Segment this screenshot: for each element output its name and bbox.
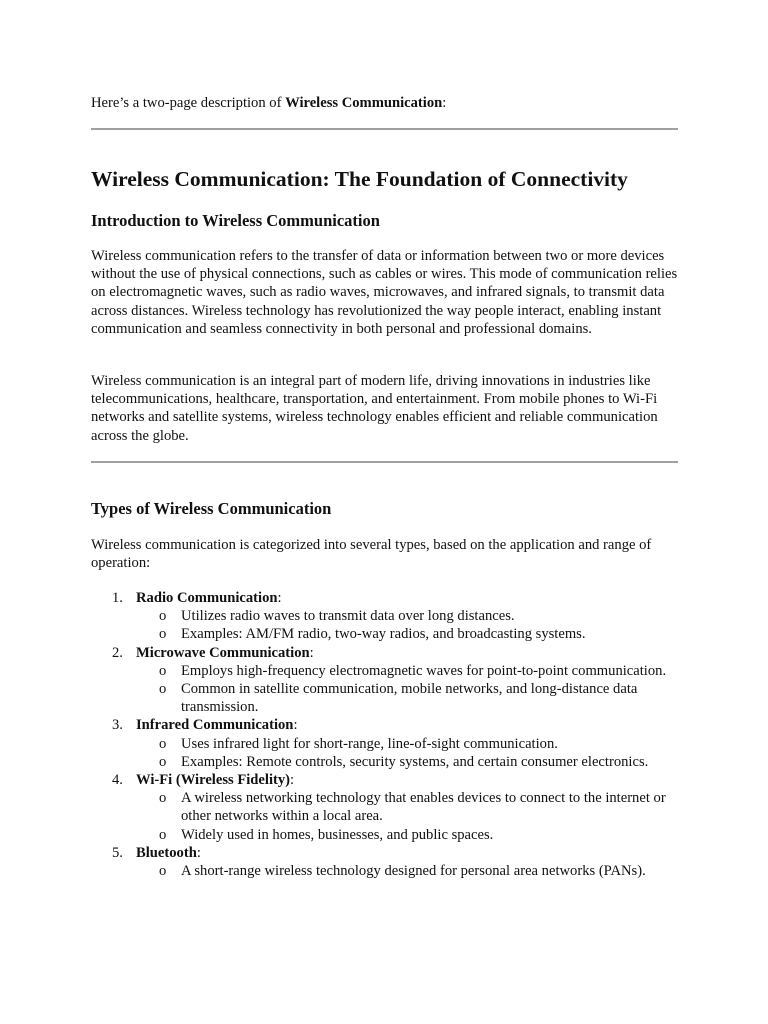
- sub-list-item-text: Utilizes radio waves to transmit data over long distances.: [181, 608, 515, 625]
- bullet-icon: o: [159, 681, 167, 698]
- types-list: [91, 589, 681, 880]
- list-item: [91, 716, 681, 771]
- intro-line-prefix: Here’s a two-page description of: [91, 95, 286, 111]
- list-item-label: Microwave Communication: [136, 644, 310, 661]
- list-item-suffix: :: [293, 717, 298, 734]
- bullet-icon: o: [159, 753, 167, 770]
- list-item: [91, 771, 681, 844]
- list-item: [91, 589, 681, 644]
- sub-list-item: [136, 735, 681, 753]
- sub-list-item-text: Employs high-frequency electromagnetic waves for point-to-point communication.: [181, 662, 667, 679]
- section-heading-types: Types of Wireless Communication: [91, 499, 332, 518]
- sub-list-item-text: Widely used in homes, businesses, and public spaces.: [181, 826, 494, 843]
- section-heading-introduction: Introduction to Wireless Communication: [91, 211, 380, 230]
- list-item-suffix: :: [309, 644, 314, 661]
- bullet-icon: o: [159, 863, 167, 880]
- list-item-label: Wi-Fi (Wireless Fidelity): [136, 772, 291, 789]
- sub-list-item-text: Examples: AM/FM radio, two-way radios, and broadcasting systems.: [181, 626, 586, 643]
- bullet-icon: o: [159, 608, 167, 625]
- sub-list-item: [136, 680, 681, 716]
- sub-list-item-text: A short-range wireless technology designed for personal area networks (PANs).: [181, 863, 646, 880]
- sub-list: [136, 662, 681, 717]
- intro-line: [91, 94, 446, 112]
- list-item-number: 3.: [112, 717, 123, 734]
- list-item-suffix: :: [290, 772, 295, 789]
- sub-list: [136, 735, 681, 771]
- bullet-icon: o: [159, 626, 167, 643]
- intro-paragraph-1: Wireless communication refers to the transfer of data or information between two or more devices without the use of physical connections, such as cables or wires. This mode of communication relies on electromagnetic waves, such as radio waves, microwaves, and infrared signals, to transmit data across distances. Wireless technology has revolutionized the way people interact, enabling instant communication and seamless connectivity in both personal and professional domains.: [91, 248, 678, 337]
- list-item: [91, 644, 681, 717]
- list-item-label: Radio Communication: [136, 590, 278, 606]
- sub-list: [136, 789, 681, 844]
- intro-paragraph-2: Wireless communication is an integral part of modern life, driving innovations in industries like telecommunications, healthcare, transportation, and entertainment. From mobile phones to Wi-Fi networks and satellite systems, wireless technology enables efficient and reliable communication across the globe.: [91, 373, 658, 444]
- horizontal-rule: [91, 461, 678, 463]
- sub-list-item-text: Uses infrared light for short-range, line-of-sight communication.: [181, 735, 558, 752]
- sub-list-item: [136, 662, 681, 680]
- sub-list-item: [136, 862, 681, 880]
- intro-line-suffix: :: [442, 95, 447, 111]
- sub-list-item: [136, 607, 681, 625]
- sub-list-item: [136, 789, 681, 825]
- list-item-number: 2.: [112, 644, 123, 661]
- horizontal-rule: [91, 128, 678, 130]
- sub-list-item-text: A wireless networking technology that enables devices to connect to the internet or other networks within a local area.: [181, 790, 666, 825]
- list-item-number: 1.: [112, 590, 123, 606]
- sub-list: [136, 862, 681, 880]
- list-item-label: Infrared Communication: [136, 717, 294, 734]
- sub-list: [136, 607, 681, 643]
- sub-list-item: [136, 826, 681, 844]
- bullet-icon: o: [159, 735, 167, 752]
- sub-list-item: [136, 625, 681, 643]
- types-paragraph: Wireless communication is categorized into several types, based on the application and range of operation:: [91, 537, 652, 572]
- sub-list-item-text: Examples: Remote controls, security systems, and certain consumer electronics.: [181, 753, 649, 770]
- list-item-suffix: :: [196, 844, 201, 861]
- list-item-number: 4.: [112, 772, 123, 789]
- list-item-suffix: :: [277, 590, 282, 606]
- list-item-label: Bluetooth: [136, 844, 197, 861]
- sub-list-item-text: Common in satellite communication, mobile networks, and long-distance data transmission.: [181, 681, 638, 716]
- bullet-icon: o: [159, 662, 167, 679]
- list-item: [91, 844, 681, 880]
- bullet-icon: o: [159, 790, 167, 807]
- document-title: Wireless Communication: The Foundation of Connectivity: [91, 167, 628, 191]
- bullet-icon: o: [159, 826, 167, 843]
- sub-list-item: [136, 753, 681, 771]
- intro-line-bold: Wireless Communication: [285, 95, 443, 111]
- list-item-number: 5.: [112, 844, 123, 861]
